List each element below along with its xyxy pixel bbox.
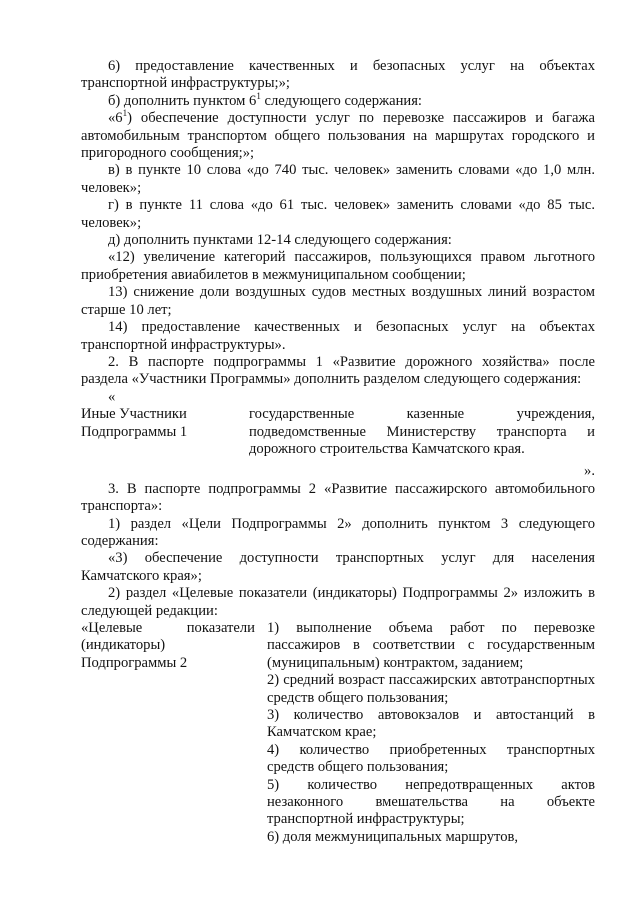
text-run: следующего содержания:: [260, 92, 422, 109]
participants-table: [81, 406, 595, 458]
paragraph: 6) предоставление качественных и безопасных услуг на объектах транспортной инфраструктуры;»;: [81, 58, 595, 92]
paragraph: [81, 110, 595, 162]
quote-close-mark: ».: [584, 463, 595, 480]
quote-open-mark: «: [108, 388, 116, 405]
indicators-table: [81, 620, 595, 846]
indicator-item: 2) средний возраст пассажирских автотранспортных средств общего пользования;: [267, 672, 595, 706]
paragraph: [81, 90, 595, 110]
paragraph: 13) снижение доли воздушных судов местных воздушных линий возрастом старше 10 лет;: [81, 284, 595, 318]
indicator-item: 4) количество приобретенных транспортных средств общего пользования;: [267, 741, 595, 776]
table-right-cell: [249, 406, 595, 458]
paragraph: 2) раздел «Целевые показатели (индикаторы) Подпрограммы 2» изложить в следующей редакции:: [81, 585, 595, 619]
paragraph: 14) предоставление качественных и безопасных услуг на объектах транспортной инфраструктуры».: [81, 319, 595, 353]
text-run: «6: [108, 110, 123, 127]
table-left-cell: «Целевые показатели (индикаторы) Подпрограммы 2: [81, 620, 255, 671]
superscript: 1: [256, 90, 261, 101]
indicator-item: 3) количество автовокзалов и автостанций в Камчатском крае;: [267, 707, 595, 741]
paragraph: 2. В паспорте подпрограммы 1 «Развитие дорожного хозяйства» после раздела «Участники Программы» дополнить разделом следующего содержания:: [81, 353, 595, 388]
paragraph: «3) обеспечение доступности транспортных услуг для населения Камчатского края»;: [81, 550, 595, 584]
superscript: 1: [122, 108, 128, 119]
paragraph: г) в пункте 11 слова «до 61 тыс. человек» заменить словами «до 85 тыс. человек»;: [81, 197, 595, 231]
indicator-item: 1) выполнение объема работ по перевозке пассажиров в соответствии с государственным (муниципальным) контрактом, заданием;: [267, 620, 595, 671]
table-left-cell: Иные Участники Подпрограммы 1: [81, 406, 188, 440]
paragraph: «12) увеличение категорий пассажиров, пользующихся правом льготного приобретения авиабилетов в межмуниципальном сообщении;: [81, 249, 595, 283]
indicator-item: 6) доля межмуниципальных маршрутов,: [267, 828, 519, 845]
paragraph: д) дополнить пунктами 12-14 следующего содержания:: [108, 232, 452, 249]
paragraph: 3. В паспорте подпрограммы 2 «Развитие пассажирского автомобильного транспорта»:: [81, 480, 595, 515]
document-page: [81, 58, 595, 846]
table-right-text: государственные казенные учреждения, подведомственные Министерству транспорта и дорожного строительства Камчатского края.: [249, 406, 595, 457]
table-right-cell: [267, 620, 595, 846]
text-run: ) обеспечение доступности услуг по перевозке пассажиров и багажа автомобильным транспортом общего пользования на маршрутах городского и пригородного сообщения;»;: [81, 110, 595, 162]
text-run: б) дополнить пунктом 6: [108, 92, 257, 109]
paragraph: в) в пункте 10 слова «до 740 тыс. человек» заменить словами «до 1,0 млн. человек»;: [81, 162, 595, 196]
indicator-item: 5) количество непредотвращенных актов незаконного вмешательства на объекте транспортной инфраструктуры;: [267, 776, 595, 828]
paragraph: 1) раздел «Цели Подпрограммы 2» дополнить пунктом 3 следующего содержания:: [81, 515, 595, 549]
